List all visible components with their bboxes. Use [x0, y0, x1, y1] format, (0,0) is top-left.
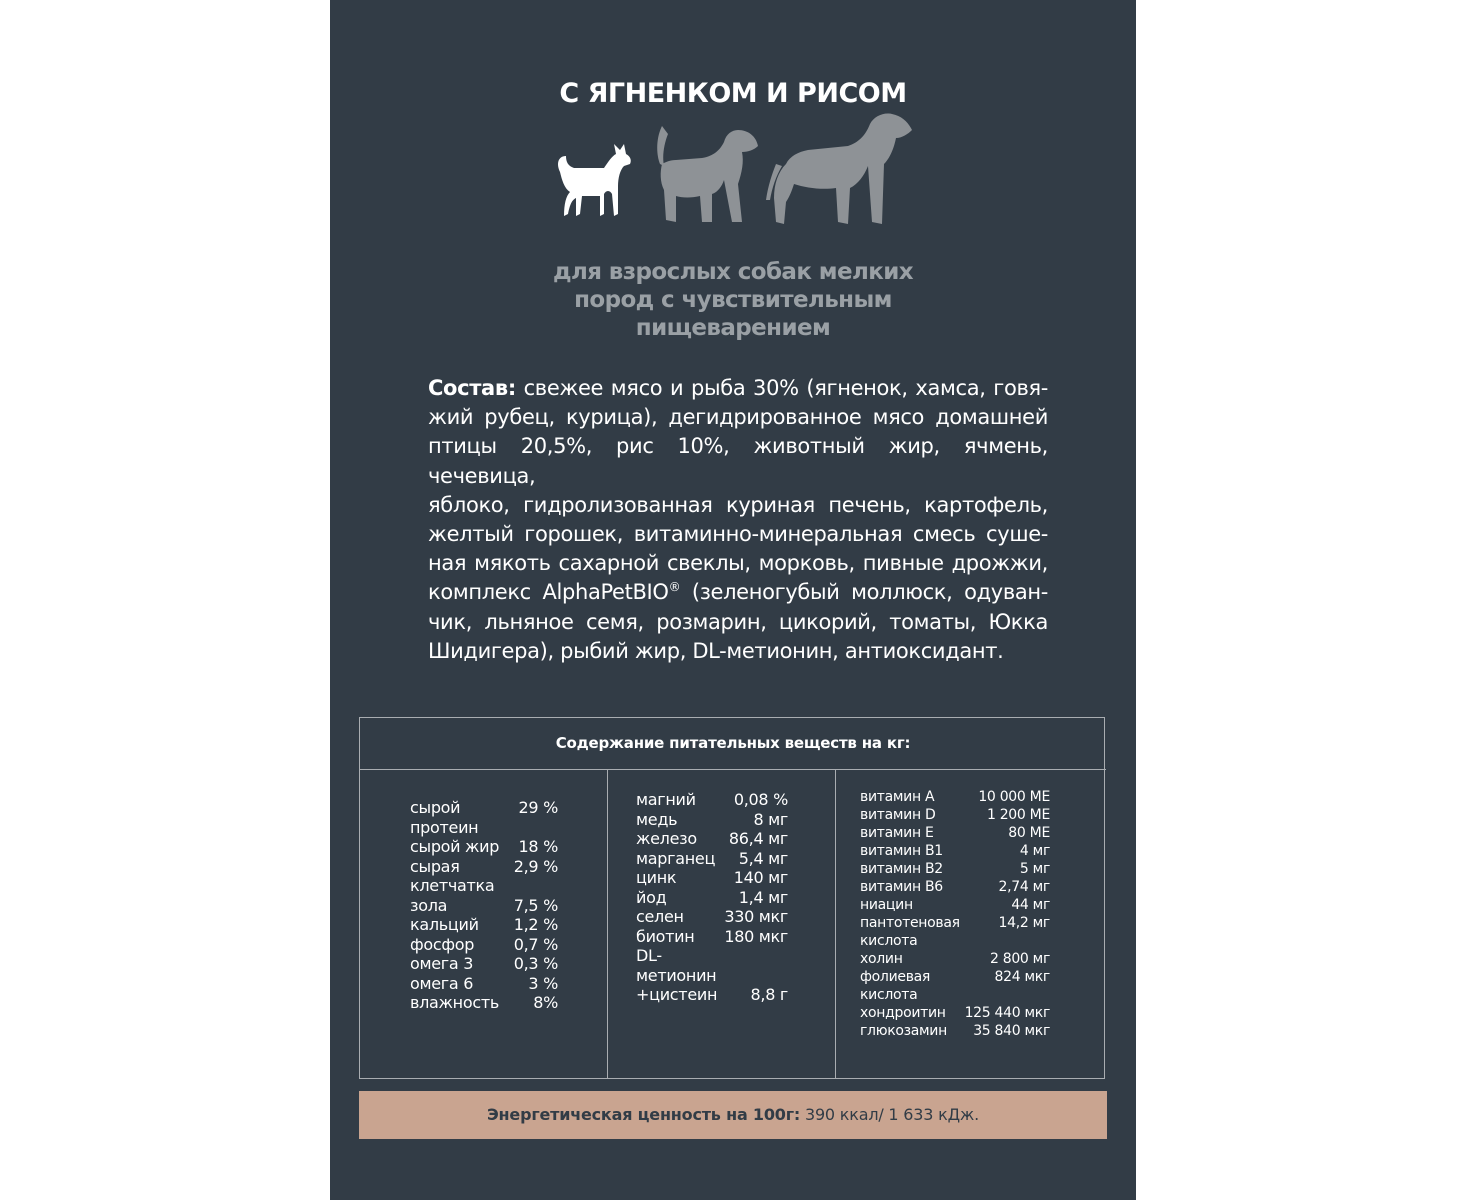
nutrient-value: 5 мг [1019, 861, 1050, 877]
nutrient-name: витамин B1 [860, 843, 943, 859]
nutrient-name: марганец [636, 848, 716, 868]
subtitle-line: пород с чувствительным [574, 287, 892, 313]
nutrient-row [860, 842, 1050, 860]
nutrient-value: 0,7 % [513, 934, 558, 954]
nutrient-name: витамин E [860, 825, 934, 841]
nutrient-value: 80 МЕ [1008, 825, 1050, 841]
nutrient-value: 180 мкг [724, 926, 788, 946]
nutrient-name: холин [860, 951, 903, 967]
nutrient-row [636, 985, 788, 1005]
medium-dog-icon [657, 126, 758, 222]
nutrient-value: 86,4 мг [728, 829, 788, 848]
nutrient-value: 2,9 % [513, 856, 558, 876]
nutrient-value: 1 200 МЕ [986, 807, 1050, 823]
nutrient-name: глюкозамин [860, 1023, 947, 1039]
product-subtitle [330, 258, 1136, 342]
nutrient-row [410, 974, 558, 994]
small-dog-icon [558, 144, 631, 216]
nutrient-name: влажность [410, 993, 499, 1012]
column-divider [835, 770, 836, 1078]
nutrient-row [410, 857, 558, 896]
nutrient-value: 44 мг [1011, 897, 1050, 913]
nutrient-row [636, 849, 788, 869]
nutrient-row [636, 946, 788, 985]
composition-line-text: (зеленогубый моллюск, одуван- [680, 580, 1048, 605]
nutrients-column-vitamins [860, 788, 1050, 1040]
nutrient-row [860, 1004, 1050, 1022]
nutrient-row [860, 914, 1050, 950]
nutrient-name: селен [636, 907, 684, 926]
nutrient-row [636, 829, 788, 849]
nutrient-value: 5,4 мг [738, 848, 788, 868]
nutrient-name: сырая клетчатка [410, 856, 495, 895]
energy-label: Энергетическая ценность на 100г: [487, 1105, 801, 1124]
nutrient-row [636, 927, 788, 947]
nutrient-name: пантотеновая кислота [860, 915, 960, 949]
composition-line [428, 578, 1048, 607]
nutrient-row [410, 896, 558, 916]
nutrient-name: витамин D [860, 807, 936, 823]
nutrient-name: магний [636, 790, 696, 809]
nutrient-name: витамин B6 [860, 879, 943, 895]
nutrient-row [860, 788, 1050, 806]
nutrient-name: фолиевая кислота [860, 969, 931, 1003]
nutrient-value: 2 800 мг [989, 951, 1050, 967]
energy-value-band [359, 1091, 1107, 1139]
composition-text [428, 374, 1048, 666]
nutrients-title: Содержание питательных веществ на кг: [360, 718, 1106, 770]
composition-line: яблоко, гидролизованная куриная печень, картофель, [428, 492, 1048, 517]
composition-line: Шидигера), рыбий жир, DL-метионин, антиоксидант. [428, 638, 1004, 663]
nutrient-name: зола [410, 895, 448, 915]
nutrient-row [860, 806, 1050, 824]
nutrient-value: 3 % [528, 973, 558, 993]
nutrient-name: цинк [636, 868, 677, 887]
nutrient-row [410, 915, 558, 935]
nutrient-row [410, 954, 558, 974]
nutrient-name: сырой протеин [410, 798, 479, 837]
subtitle-line: для взрослых собак мелких [553, 259, 913, 285]
registered-mark: ® [668, 580, 681, 595]
column-divider [607, 770, 608, 1078]
nutrient-value: 125 440 мкг [964, 1005, 1050, 1021]
nutrient-value: 4 мг [1019, 843, 1050, 859]
nutrient-row [860, 896, 1050, 914]
nutrient-value: 330 мкг [724, 907, 788, 926]
nutrient-name: биотин [636, 926, 695, 946]
composition-line: птицы 20,5%, рис 10%, животный жир, ячмень, чечевица, [428, 434, 1048, 488]
nutrient-value: 8 мг [753, 809, 788, 829]
nutrient-value: 29 % [518, 798, 558, 817]
nutrient-row [410, 837, 558, 857]
nutrient-row [636, 868, 788, 888]
composition-line: желтый горошек, витаминно-минеральная смесь суше- [428, 522, 1048, 547]
composition-label: Состав: [428, 376, 516, 400]
composition-line: ная мякоть сахарной свеклы, морковь, пивные дрожжи, [428, 551, 1048, 576]
nutrient-value: 0,3 % [513, 954, 558, 973]
composition-line: чик, льняное семя, розмарин, цикорий, томаты, Юкка [428, 609, 1048, 634]
nutrient-name: DL-метионин [636, 946, 717, 985]
nutrient-row [860, 968, 1050, 1004]
nutrient-row [860, 878, 1050, 896]
nutrient-name: ниацин [860, 897, 913, 913]
nutrient-value: 10 000 МЕ [978, 789, 1050, 805]
nutrient-value: 14,2 мг [998, 915, 1050, 931]
nutrient-row [410, 993, 558, 1013]
nutrient-value: 1,2 % [513, 915, 558, 934]
nutrient-value: 1,4 мг [738, 887, 788, 907]
nutrient-row [860, 1022, 1050, 1040]
composition-line: жий рубец, курица), дегидрированное мясо домашней [428, 405, 1048, 430]
nutrient-value: 2,74 мг [998, 879, 1050, 895]
nutrient-row [860, 824, 1050, 842]
nutrients-column-macros [410, 798, 558, 1013]
nutrient-name: омега 6 [410, 973, 474, 993]
nutrient-name: фосфор [410, 934, 475, 954]
nutrient-row [410, 935, 558, 955]
composition-line-text: свежее мясо и рыба 30% (ягненок, хамса, говя- [515, 376, 1048, 400]
nutrient-name: сырой жир [410, 837, 500, 856]
nutrient-name: омега 3 [410, 954, 474, 973]
nutrient-value: 18 % [518, 837, 558, 856]
nutrient-name: +цистеин [636, 985, 718, 1004]
nutrients-table [359, 717, 1105, 1079]
nutrient-row [860, 950, 1050, 968]
large-dog-icon [766, 113, 912, 224]
nutrient-value: 140 мг [733, 868, 788, 887]
product-label-panel [330, 0, 1136, 1200]
subtitle-line: пищеварением [635, 315, 831, 341]
nutrient-name: железо [636, 829, 697, 848]
nutrient-value: 7,5 % [513, 895, 558, 915]
nutrient-value: 35 840 мкг [973, 1023, 1050, 1039]
nutrient-value: 824 мкг [994, 969, 1050, 985]
nutrient-value: 8,8 г [750, 985, 788, 1004]
product-headline: С ЯГНЕНКОМ И РИСОМ [559, 78, 907, 109]
nutrient-name: хондроитин [860, 1005, 946, 1021]
nutrient-row [636, 810, 788, 830]
nutrient-value: 0,08 % [733, 790, 788, 809]
nutrient-name: йод [636, 887, 667, 907]
nutrient-name: медь [636, 809, 678, 829]
nutrient-row [860, 860, 1050, 878]
energy-value: 390 ккал/ 1 633 кДж. [800, 1105, 979, 1124]
nutrient-value: 8% [533, 993, 558, 1012]
nutrient-row [636, 790, 788, 810]
nutrients-column-minerals [636, 790, 788, 1005]
nutrient-name: витамин A [860, 789, 935, 805]
nutrient-row [410, 798, 558, 837]
dog-size-icons [552, 104, 914, 228]
nutrient-row [636, 907, 788, 927]
nutrient-name: витамин B2 [860, 861, 943, 877]
composition-line-text: комплекс AlphaPetBIO [428, 580, 669, 605]
nutrient-row [636, 888, 788, 908]
nutrient-name: кальций [410, 915, 479, 934]
composition-line [428, 374, 1048, 403]
